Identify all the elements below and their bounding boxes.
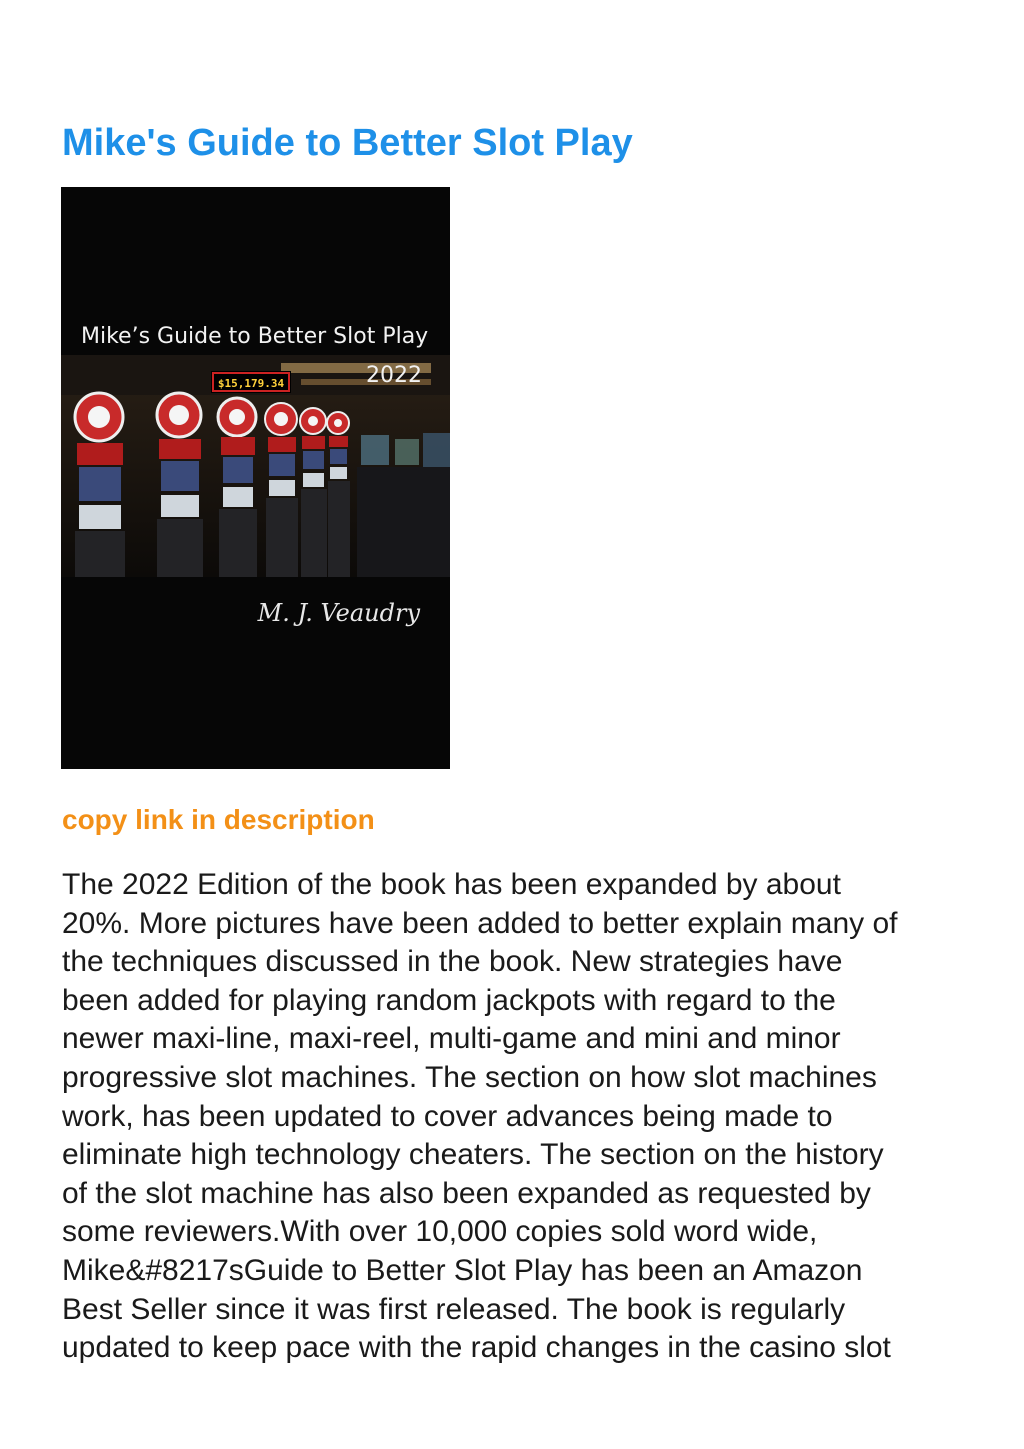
description-line: The 2022 Edition of the book has been expanded by about [62, 868, 841, 901]
description-line: updated to keep pace with the rapid changes in the casino slot [62, 1331, 891, 1365]
cover-author: M. J. Veaudry [257, 599, 420, 627]
description-line: Mike&#8217sGuide to Better Slot Play has been an Amazon [62, 1253, 863, 1287]
jackpot-display: $15,179.34 [217, 377, 285, 390]
book-cover-image [61, 187, 450, 769]
description-line: work, has been updated to cover advances being made to [62, 1099, 833, 1133]
page-title: Mike's Guide to Better Slot Play [62, 122, 633, 164]
description-line: the techniques discussed in the book. New strategies have [62, 945, 843, 979]
book-description [62, 866, 967, 1368]
slot-machines-photo [61, 355, 450, 577]
description-line: 20%. More pictures have been added to better explain many of [62, 906, 898, 940]
copy-link-heading: copy link in description [62, 804, 375, 835]
description-line: progressive slot machines. The section on how slot machines [62, 1060, 877, 1094]
description-line: newer maxi-line, maxi-reel, multi-game and mini and minor [62, 1022, 841, 1056]
description-line: eliminate high technology cheaters. The section on the history [62, 1138, 884, 1172]
cover-title: Mike’s Guide to Better Slot Play [81, 324, 429, 349]
cover-year: 2022 [366, 363, 422, 388]
description-line: some reviewers.With over 10,000 copies sold word wide, [62, 1215, 818, 1249]
description-line: Best Seller since it was first released. The book is regularly [62, 1292, 846, 1326]
description-line: of the slot machine has also been expanded as requested by [62, 1176, 871, 1210]
description-line: been added for playing random jackpots with regard to the [62, 983, 836, 1017]
